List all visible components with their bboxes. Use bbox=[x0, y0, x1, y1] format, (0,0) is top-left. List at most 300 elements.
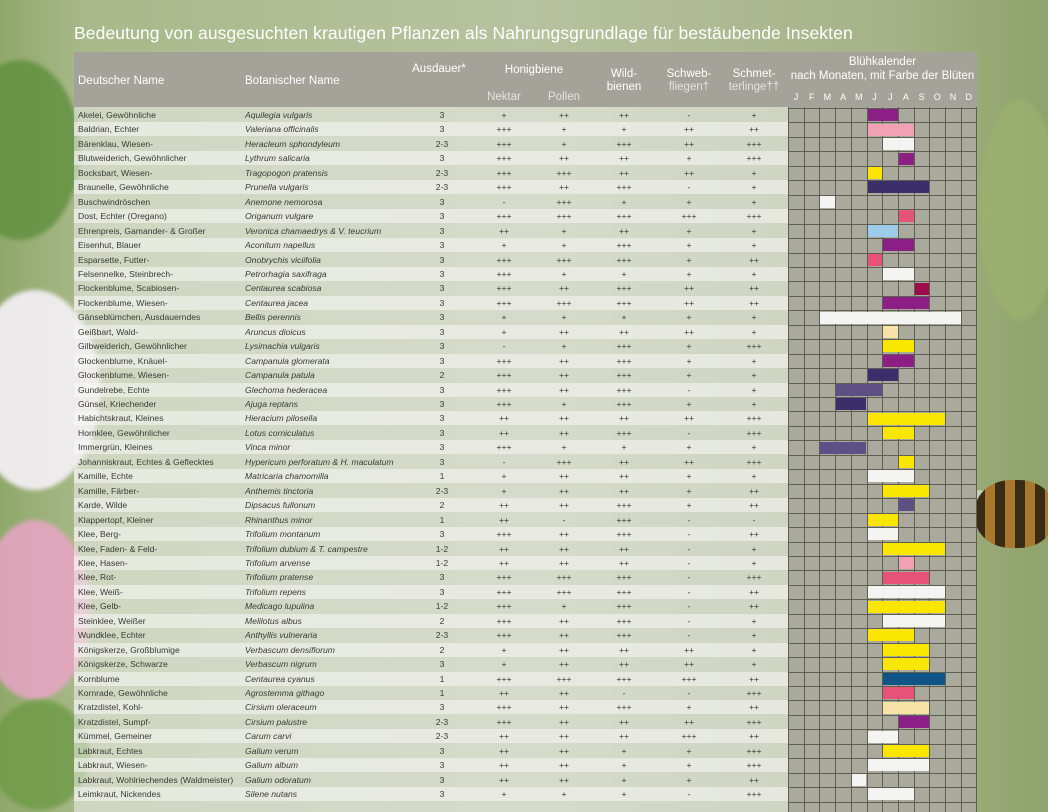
schwebfliegen-value: + bbox=[686, 196, 692, 207]
bloom-bar bbox=[868, 629, 914, 641]
nektar-value: + bbox=[501, 240, 507, 251]
plant-common-name: Buschwindröschen bbox=[78, 196, 151, 207]
schwebfliegen-value: ++ bbox=[683, 138, 695, 149]
schwebfliegen-value: + bbox=[686, 774, 692, 785]
table-row bbox=[74, 281, 977, 295]
table-row bbox=[74, 715, 977, 729]
nektar-value: +++ bbox=[496, 702, 512, 713]
schwebfliegen-value: + bbox=[686, 355, 692, 366]
pollen-value: ++ bbox=[558, 384, 570, 395]
plant-common-name: Labkraut, Wohlriechendes (Waldmeister) bbox=[78, 774, 234, 785]
schmetterlinge-value: + bbox=[751, 268, 757, 279]
plant-botanical-name: Lysimachia vulgaris bbox=[245, 341, 320, 352]
ausdauer-value: 2 bbox=[439, 370, 445, 381]
ausdauer-value: 3 bbox=[439, 456, 445, 467]
plant-botanical-name: Cirsium palustre bbox=[245, 716, 308, 727]
schwebfliegen-value: ++ bbox=[683, 297, 695, 308]
nektar-value: + bbox=[501, 789, 507, 800]
bloom-bar bbox=[899, 716, 929, 728]
bloom-bar bbox=[899, 499, 914, 511]
plant-common-name: Klee, Rot- bbox=[78, 572, 117, 583]
plant-botanical-name: Aquilegia vulgaris bbox=[245, 110, 313, 120]
bloom-bar bbox=[883, 543, 945, 555]
plant-common-name: Glockenblume, Knäuel- bbox=[78, 355, 168, 366]
plant-common-name: Ehrenpreis, Gamander- & Großer bbox=[78, 225, 206, 236]
grid-line bbox=[788, 556, 977, 557]
pollen-value: +++ bbox=[556, 572, 572, 583]
plant-common-name: Johanniskraut, Echtes & Geflecktes bbox=[78, 456, 214, 467]
plant-common-name: Dost, Echter (Oregano) bbox=[78, 211, 167, 222]
plant-common-name: Karde, Wilde bbox=[78, 500, 128, 511]
ausdauer-value: 3 bbox=[439, 745, 445, 756]
wildbienen-value: ++ bbox=[618, 716, 630, 727]
plant-botanical-name: Lotus corniculatus bbox=[245, 427, 315, 438]
schmetterlinge-value: ++ bbox=[748, 500, 760, 511]
plant-common-name: Flockenblume, Wiesen- bbox=[78, 297, 168, 308]
pollen-value: +++ bbox=[556, 196, 572, 207]
schmetterlinge-value: + bbox=[751, 644, 757, 655]
ausdauer-value: 1-2 bbox=[435, 557, 449, 568]
plant-common-name: Klee, Hasen- bbox=[78, 557, 128, 568]
schmetterlinge-value: + bbox=[751, 312, 757, 323]
plant-botanical-name: Trifolium montanum bbox=[245, 529, 321, 540]
bloom-bar bbox=[820, 442, 866, 454]
nektar-value: +++ bbox=[496, 529, 512, 540]
schmetterlinge-value: ++ bbox=[748, 586, 760, 597]
pollen-value: ++ bbox=[558, 731, 570, 742]
ausdauer-value: 2-3 bbox=[435, 485, 449, 496]
bloom-bar bbox=[868, 109, 898, 121]
schwebfliegen-value: - bbox=[687, 688, 691, 698]
plant-botanical-name: Agrostemma githago bbox=[245, 688, 325, 698]
wildbienen-value: ++ bbox=[618, 557, 630, 568]
plant-common-name: Kratzdistel, Sumpf- bbox=[78, 716, 151, 727]
bloom-bar bbox=[868, 167, 883, 179]
nektar-value: +++ bbox=[496, 355, 512, 366]
schwebfliegen-value: + bbox=[686, 268, 692, 279]
ausdauer-value: 3 bbox=[439, 283, 445, 294]
schmetterlinge-value: +++ bbox=[746, 688, 762, 698]
nektar-value: - bbox=[502, 341, 506, 352]
table-row bbox=[74, 773, 977, 787]
plant-common-name: Königskerze, Großblumige bbox=[78, 644, 180, 655]
wildbienen-value: ++ bbox=[618, 485, 630, 496]
nektar-value: +++ bbox=[496, 630, 512, 641]
schmetterlinge-value: +++ bbox=[746, 427, 762, 438]
pollen-value: ++ bbox=[558, 427, 570, 438]
bloom-bar bbox=[836, 398, 866, 410]
bloom-bar bbox=[868, 413, 946, 425]
schwebfliegen-value: + bbox=[686, 485, 692, 496]
nektar-value: - bbox=[502, 456, 506, 467]
plant-common-name: Gundelrebe, Echte bbox=[78, 384, 150, 395]
month-label: J bbox=[793, 92, 799, 102]
schwebfliegen-value: + bbox=[686, 254, 692, 265]
wildbienen-value: +++ bbox=[616, 702, 632, 713]
nektar-value: ++ bbox=[498, 225, 510, 236]
plant-common-name: Blutweiderich, Gewöhnlicher bbox=[78, 153, 187, 164]
nektar-value: ++ bbox=[498, 427, 510, 438]
pollen-value: +++ bbox=[556, 586, 572, 597]
plant-common-name: Akelei, Gewöhnliche bbox=[78, 110, 156, 120]
nektar-value: +++ bbox=[496, 268, 512, 279]
plant-common-name: Steinklee, Weißer bbox=[78, 615, 146, 626]
plant-botanical-name: Melilotus albus bbox=[245, 615, 302, 626]
schwebfliegen-value: + bbox=[686, 745, 692, 756]
pollen-value: ++ bbox=[558, 716, 570, 727]
bloom-bar bbox=[883, 138, 913, 150]
bloom-bar bbox=[868, 601, 946, 613]
ausdauer-value: 3 bbox=[439, 586, 445, 597]
month-label: F bbox=[808, 92, 815, 102]
month-label: J bbox=[872, 92, 877, 102]
month-label: N bbox=[949, 92, 957, 102]
plant-common-name: Günsel, Kriechender bbox=[78, 399, 157, 409]
nektar-value: +++ bbox=[496, 716, 512, 727]
schwebfliegen-value: + bbox=[686, 760, 692, 771]
grid-line bbox=[788, 397, 977, 398]
plant-botanical-name: Verbascum nigrum bbox=[245, 659, 317, 670]
schmetterlinge-value: +++ bbox=[746, 211, 762, 222]
plant-botanical-name: Carum carvi bbox=[245, 731, 292, 742]
table-row bbox=[74, 180, 977, 194]
ausdauer-value: 3 bbox=[439, 326, 445, 337]
grid-line bbox=[976, 107, 977, 812]
plant-botanical-name: Petrorhagia saxifraga bbox=[245, 268, 327, 279]
plant-common-name: Kümmel, Gemeiner bbox=[78, 731, 153, 742]
nektar-value: +++ bbox=[496, 138, 512, 149]
schmetterlinge-value: + bbox=[751, 557, 757, 568]
table-row bbox=[74, 325, 977, 339]
wildbienen-value: +++ bbox=[616, 182, 632, 193]
schwebfliegen-value: + bbox=[686, 153, 692, 164]
bloom-bar bbox=[883, 340, 913, 352]
table-row bbox=[74, 570, 977, 584]
table-row bbox=[74, 657, 977, 671]
col-schwebfliegen-line1: Schweb- bbox=[666, 68, 712, 80]
pollen-value: + bbox=[561, 442, 567, 453]
ausdauer-value: 3 bbox=[439, 760, 445, 771]
bloom-bar bbox=[883, 326, 898, 338]
pollen-value: ++ bbox=[558, 413, 570, 424]
table-row bbox=[74, 729, 977, 743]
grid-line bbox=[788, 281, 977, 282]
col-bluehkalender-sub: nach Monaten, mit Farbe der Blüten bbox=[790, 70, 975, 82]
wildbienen-value: ++ bbox=[618, 225, 630, 236]
month-label: J bbox=[887, 92, 893, 102]
plant-botanical-name: Cirsium oleraceum bbox=[245, 702, 317, 713]
grid-line bbox=[945, 107, 946, 812]
wildbienen-value: +++ bbox=[616, 514, 632, 525]
nektar-value: + bbox=[501, 326, 507, 337]
schwebfliegen-value: + bbox=[686, 312, 692, 323]
table-row bbox=[74, 108, 977, 122]
col-bluehkalender: Blühkalender bbox=[848, 56, 917, 68]
plant-botanical-name: Centaurea cyanus bbox=[245, 673, 315, 684]
pollen-value: +++ bbox=[556, 254, 572, 265]
pollen-value: +++ bbox=[556, 456, 572, 467]
schwebfliegen-value: + bbox=[686, 442, 692, 453]
plant-botanical-name: Trifolium repens bbox=[245, 586, 306, 597]
nektar-value: + bbox=[501, 485, 507, 496]
ausdauer-value: 2-3 bbox=[435, 716, 449, 727]
nektar-value: ++ bbox=[498, 500, 510, 511]
pollen-value: +++ bbox=[556, 167, 572, 178]
plant-common-name: Flockenblume, Scabiosen- bbox=[78, 283, 180, 294]
pollen-value: ++ bbox=[558, 355, 570, 366]
wildbienen-value: ++ bbox=[618, 471, 630, 482]
nektar-value: + bbox=[501, 471, 507, 482]
wildbienen-value: +++ bbox=[616, 673, 632, 684]
nektar-value: ++ bbox=[498, 774, 510, 785]
table-row bbox=[74, 339, 977, 353]
bloom-bar bbox=[868, 470, 914, 482]
col-schmetterlinge-line2: terlinge†† bbox=[728, 81, 780, 93]
wildbienen-value: - bbox=[622, 688, 626, 698]
schwebfliegen-value: +++ bbox=[681, 211, 697, 222]
wildbienen-value: +++ bbox=[616, 341, 632, 352]
ausdauer-value: 1 bbox=[439, 514, 445, 525]
ausdauer-value: 3 bbox=[439, 384, 445, 395]
ausdauer-value: 1 bbox=[439, 673, 445, 684]
month-label: D bbox=[965, 92, 972, 102]
table-row bbox=[74, 137, 977, 151]
bloom-bar bbox=[883, 355, 913, 367]
wildbienen-value: ++ bbox=[618, 413, 630, 424]
grid-line bbox=[788, 209, 977, 210]
wildbienen-value: + bbox=[621, 760, 627, 771]
pollen-value: + bbox=[561, 312, 567, 323]
schwebfliegen-value: - bbox=[687, 601, 691, 612]
ausdauer-value: 2-3 bbox=[435, 731, 449, 742]
nektar-value: +++ bbox=[496, 370, 512, 381]
wildbienen-value: +++ bbox=[616, 138, 632, 149]
col-pollen: Pollen bbox=[548, 91, 580, 103]
plant-botanical-name: Heracleum sphondyleum bbox=[245, 138, 341, 149]
schwebfliegen-value: - bbox=[687, 630, 691, 641]
table-row bbox=[74, 672, 977, 686]
plant-common-name: Kornblume bbox=[78, 673, 120, 684]
plant-common-name: Immergrün, Kleines bbox=[78, 442, 153, 453]
table-header bbox=[74, 52, 977, 107]
bloom-bar bbox=[899, 456, 914, 468]
grid-line bbox=[835, 107, 836, 812]
month-label: M bbox=[823, 92, 832, 102]
table-row bbox=[74, 166, 977, 180]
grid-line bbox=[788, 455, 977, 456]
nektar-value: +++ bbox=[496, 586, 512, 597]
schmetterlinge-value: + bbox=[751, 110, 757, 120]
schwebfliegen-value: - bbox=[687, 110, 691, 120]
table-row bbox=[74, 744, 977, 758]
bloom-bar bbox=[883, 297, 929, 309]
plant-common-name: Geißbart, Wald- bbox=[78, 326, 139, 337]
plant-botanical-name: Valeriana officinalis bbox=[245, 124, 319, 135]
grid-line bbox=[804, 107, 805, 812]
table-row bbox=[74, 542, 977, 556]
plant-botanical-name: Aruncus dioicus bbox=[245, 326, 306, 337]
col-ausdauer: Ausdauer* bbox=[412, 63, 466, 75]
ausdauer-value: 2 bbox=[439, 615, 445, 626]
nektar-value: +++ bbox=[496, 182, 512, 193]
pollen-value: + bbox=[561, 240, 567, 251]
pollen-value: ++ bbox=[558, 644, 570, 655]
ausdauer-value: 1-2 bbox=[435, 543, 449, 554]
pollen-value: ++ bbox=[558, 485, 570, 496]
background-blossom bbox=[980, 100, 1048, 320]
schwebfliegen-value: - bbox=[687, 182, 691, 193]
grid-line bbox=[788, 802, 977, 803]
nektar-value: ++ bbox=[498, 745, 510, 756]
schwebfliegen-value: + bbox=[686, 702, 692, 713]
grid-line bbox=[788, 166, 977, 167]
bloom-bar bbox=[899, 210, 914, 222]
plant-botanical-name: Matricaria chamomilla bbox=[245, 471, 329, 482]
pollen-value: ++ bbox=[558, 283, 570, 294]
schmetterlinge-value: +++ bbox=[746, 413, 762, 424]
ausdauer-value: 3 bbox=[439, 442, 445, 453]
table-row bbox=[74, 224, 977, 238]
schwebfliegen-value: - bbox=[687, 586, 691, 597]
wildbienen-value: +++ bbox=[616, 384, 632, 395]
plant-botanical-name: Trifolium arvense bbox=[245, 557, 311, 568]
schwebfliegen-value: ++ bbox=[683, 659, 695, 670]
wildbienen-value: ++ bbox=[618, 167, 630, 178]
wildbienen-value: + bbox=[621, 312, 627, 323]
plant-common-name: Bärenklau, Wiesen- bbox=[78, 138, 153, 149]
table-row bbox=[74, 195, 977, 209]
table-row bbox=[74, 700, 977, 714]
plant-common-name: Bocksbart, Wiesen- bbox=[78, 167, 153, 178]
plant-table bbox=[74, 52, 977, 812]
grid-line bbox=[788, 151, 977, 152]
schmetterlinge-value: ++ bbox=[748, 254, 760, 265]
schmetterlinge-value: ++ bbox=[748, 485, 760, 496]
pollen-value: - bbox=[562, 514, 566, 525]
wildbienen-value: ++ bbox=[618, 644, 630, 655]
schmetterlinge-value: + bbox=[751, 240, 757, 251]
wildbienen-value: + bbox=[621, 774, 627, 785]
plant-common-name: Gilbweiderich, Gewöhnlicher bbox=[78, 341, 187, 352]
ausdauer-value: 2-3 bbox=[435, 167, 449, 178]
plant-botanical-name: Campanula glomerata bbox=[245, 355, 330, 366]
pollen-value: + bbox=[561, 124, 567, 135]
bloom-bar bbox=[883, 658, 929, 670]
plant-botanical-name: Silene nutans bbox=[245, 789, 298, 800]
ausdauer-value: 3 bbox=[439, 529, 445, 540]
wildbienen-value: +++ bbox=[616, 586, 632, 597]
wildbienen-value: +++ bbox=[616, 240, 632, 251]
col-schwebfliegen-line2: fliegen† bbox=[668, 81, 710, 93]
table-row bbox=[74, 455, 977, 469]
grid-line bbox=[788, 195, 977, 196]
schwebfliegen-value: - bbox=[687, 557, 691, 568]
schmetterlinge-value: + bbox=[751, 370, 757, 381]
table-row bbox=[74, 498, 977, 512]
bloom-bar bbox=[868, 759, 930, 771]
plant-botanical-name: Glechoma hederacea bbox=[245, 384, 328, 395]
ausdauer-value: 1 bbox=[439, 688, 445, 698]
pollen-value: ++ bbox=[558, 153, 570, 164]
bloom-bar bbox=[868, 124, 914, 136]
plant-common-name: Braunelle, Gewöhnliche bbox=[78, 182, 169, 193]
table-row bbox=[74, 354, 977, 368]
plant-botanical-name: Verbascum densiflorum bbox=[245, 644, 335, 655]
ausdauer-value: 3 bbox=[439, 355, 445, 366]
col-botanischer-name: Botanischer Name bbox=[245, 75, 340, 87]
plant-botanical-name: Vinca minor bbox=[245, 442, 291, 453]
schmetterlinge-value: +++ bbox=[746, 716, 762, 727]
schwebfliegen-value: + bbox=[686, 500, 692, 511]
wildbienen-value: +++ bbox=[616, 370, 632, 381]
ausdauer-value: 3 bbox=[439, 659, 445, 670]
table-row bbox=[74, 758, 977, 772]
table-row bbox=[74, 556, 977, 570]
grid-line bbox=[819, 107, 820, 812]
bloom-bar bbox=[868, 731, 898, 743]
grid-line bbox=[867, 107, 868, 812]
schwebfliegen-value: ++ bbox=[683, 456, 695, 467]
wildbienen-value: ++ bbox=[618, 110, 630, 120]
bloom-bar bbox=[899, 153, 914, 165]
plant-botanical-name: Galium album bbox=[245, 760, 299, 771]
schmetterlinge-value: + bbox=[751, 543, 757, 554]
ausdauer-value: 3 bbox=[439, 196, 445, 207]
ausdauer-value: 3 bbox=[439, 124, 445, 135]
pollen-value: ++ bbox=[558, 370, 570, 381]
schmetterlinge-value: + bbox=[751, 442, 757, 453]
wildbienen-value: +++ bbox=[616, 297, 632, 308]
wildbienen-value: + bbox=[621, 124, 627, 135]
bloom-bar bbox=[883, 673, 945, 685]
plant-common-name: Kratzdistel, Kohl- bbox=[78, 702, 143, 713]
ausdauer-value: 2 bbox=[439, 500, 445, 511]
nektar-value: +++ bbox=[496, 211, 512, 222]
schmetterlinge-value: - bbox=[752, 514, 756, 525]
table-row bbox=[74, 469, 977, 483]
page-title: Bedeutung von ausgesuchten krautigen Pflanzen als Nahrungsgrundlage für bestäubende Insekten bbox=[74, 23, 853, 43]
table-row bbox=[74, 122, 977, 136]
wildbienen-value: +++ bbox=[616, 615, 632, 626]
schmetterlinge-value: + bbox=[751, 355, 757, 366]
schmetterlinge-value: ++ bbox=[748, 702, 760, 713]
schmetterlinge-value: + bbox=[751, 471, 757, 482]
nektar-value: ++ bbox=[498, 731, 510, 742]
col-honigbiene: Honigbiene bbox=[504, 64, 564, 76]
table-row bbox=[74, 151, 977, 165]
wildbienen-value: + bbox=[621, 268, 627, 279]
plant-botanical-name: Tragopogon pratensis bbox=[245, 167, 328, 178]
col-deutscher-name: Deutscher Name bbox=[78, 75, 165, 87]
schmetterlinge-value: + bbox=[751, 399, 757, 409]
plant-botanical-name: Galium verum bbox=[245, 745, 299, 756]
ausdauer-value: 3 bbox=[439, 341, 445, 352]
plant-common-name: Leimkraut, Nickendes bbox=[78, 789, 161, 800]
month-label: O bbox=[933, 92, 941, 102]
col-nektar: Nektar bbox=[487, 91, 521, 103]
bloom-bar bbox=[883, 687, 913, 699]
schwebfliegen-value: - bbox=[687, 543, 691, 554]
ausdauer-value: 3 bbox=[439, 240, 445, 251]
pollen-value: +++ bbox=[556, 297, 572, 308]
plant-botanical-name: Onobrychis viciifolia bbox=[245, 254, 321, 265]
schwebfliegen-value: - bbox=[687, 572, 691, 583]
schwebfliegen-value: + bbox=[686, 240, 692, 251]
schwebfliegen-value: + bbox=[686, 399, 692, 409]
plant-common-name: Gänseblümchen, Ausdauerndes bbox=[78, 312, 201, 323]
nektar-value: +++ bbox=[496, 572, 512, 583]
table-row bbox=[74, 585, 977, 599]
